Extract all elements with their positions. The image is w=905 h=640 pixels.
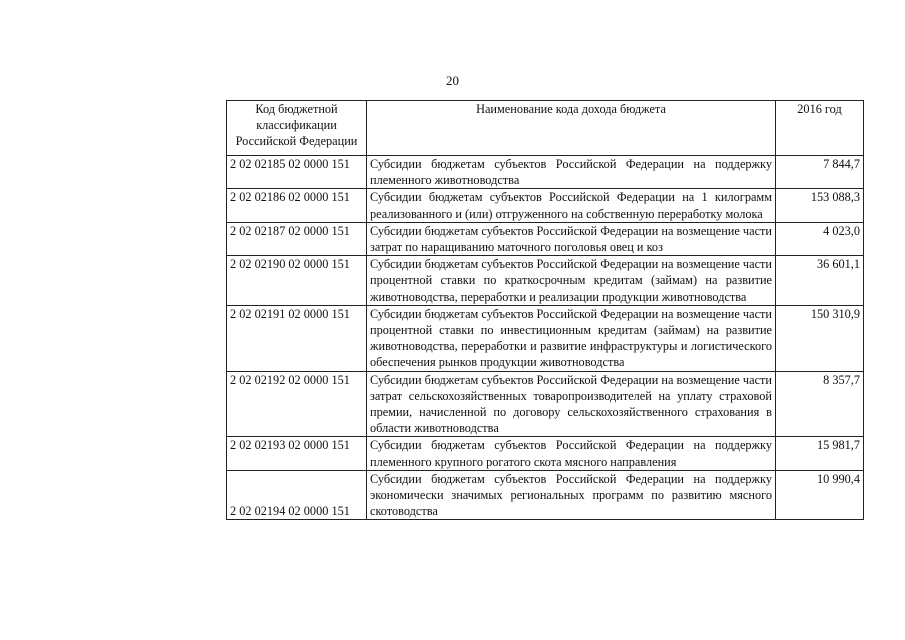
row-code: 2 02 02190 02 0000 151 <box>227 256 367 306</box>
row-name: Субсидии бюджетам субъектов Российской Федерации на возмещение части процентной ставки по инвестиционным кредитам (займам) на развитие животноводства, переработки и развитие инфраструктуры и логистического обеспечения рынков продукции животноводства <box>367 305 776 371</box>
header-year: 2016 год <box>776 101 864 156</box>
row-value: 4 023,0 <box>776 222 864 255</box>
row-code: 2 02 02185 02 0000 151 <box>227 156 367 189</box>
header-code: Код бюджетной классификации Российской Федерации <box>227 101 367 156</box>
table-row <box>227 371 864 437</box>
table-header-row <box>227 101 864 156</box>
row-value: 8 357,7 <box>776 371 864 437</box>
budget-table <box>226 100 864 520</box>
row-name: Субсидии бюджетам субъектов Российской Федерации на поддержку экономически значимых региональных программ по развитию мясного скотоводства <box>367 470 776 520</box>
row-value: 36 601,1 <box>776 256 864 306</box>
row-value: 7 844,7 <box>776 156 864 189</box>
row-name: Субсидии бюджетам субъектов Российской Федерации на поддержку племенного крупного рогатого скота мясного направления <box>367 437 776 470</box>
table-row <box>227 156 864 189</box>
row-name: Субсидии бюджетам субъектов Российской Федерации на 1 килограмм реализованного и (или) отгруженного на собственную переработку молока <box>367 189 776 222</box>
row-name: Субсидии бюджетам субъектов Российской Федерации на возмещение части затрат по наращиванию маточного поголовья овец и коз <box>367 222 776 255</box>
row-code: 2 02 02187 02 0000 151 <box>227 222 367 255</box>
table-row <box>227 256 864 306</box>
row-code: 2 02 02194 02 0000 151 <box>227 470 367 520</box>
row-code: 2 02 02191 02 0000 151 <box>227 305 367 371</box>
table-row <box>227 305 864 371</box>
table-row <box>227 437 864 470</box>
row-name: Субсидии бюджетам субъектов Российской Федерации на возмещение части процентной ставки по краткосрочным кредитам (займам) на развитие животноводства, переработки и реализации продукции животноводства <box>367 256 776 306</box>
table-row <box>227 470 864 520</box>
table-row <box>227 189 864 222</box>
row-name: Субсидии бюджетам субъектов Российской Федерации на поддержку племенного животноводства <box>367 156 776 189</box>
table-row <box>227 222 864 255</box>
row-value: 153 088,3 <box>776 189 864 222</box>
row-value: 150 310,9 <box>776 305 864 371</box>
row-value: 15 981,7 <box>776 437 864 470</box>
header-name: Наименование кода дохода бюджета <box>367 101 776 156</box>
row-name: Субсидии бюджетам субъектов Российской Федерации на возмещение части затрат сельскохозяйственных товаропроизводителей на уплату страховой премии, начисленной по договору сельскохозяйственного страхования в области животноводства <box>367 371 776 437</box>
row-value: 10 990,4 <box>776 470 864 520</box>
page-number: 20 <box>446 73 459 88</box>
row-code: 2 02 02193 02 0000 151 <box>227 437 367 470</box>
row-code: 2 02 02186 02 0000 151 <box>227 189 367 222</box>
row-code: 2 02 02192 02 0000 151 <box>227 371 367 437</box>
